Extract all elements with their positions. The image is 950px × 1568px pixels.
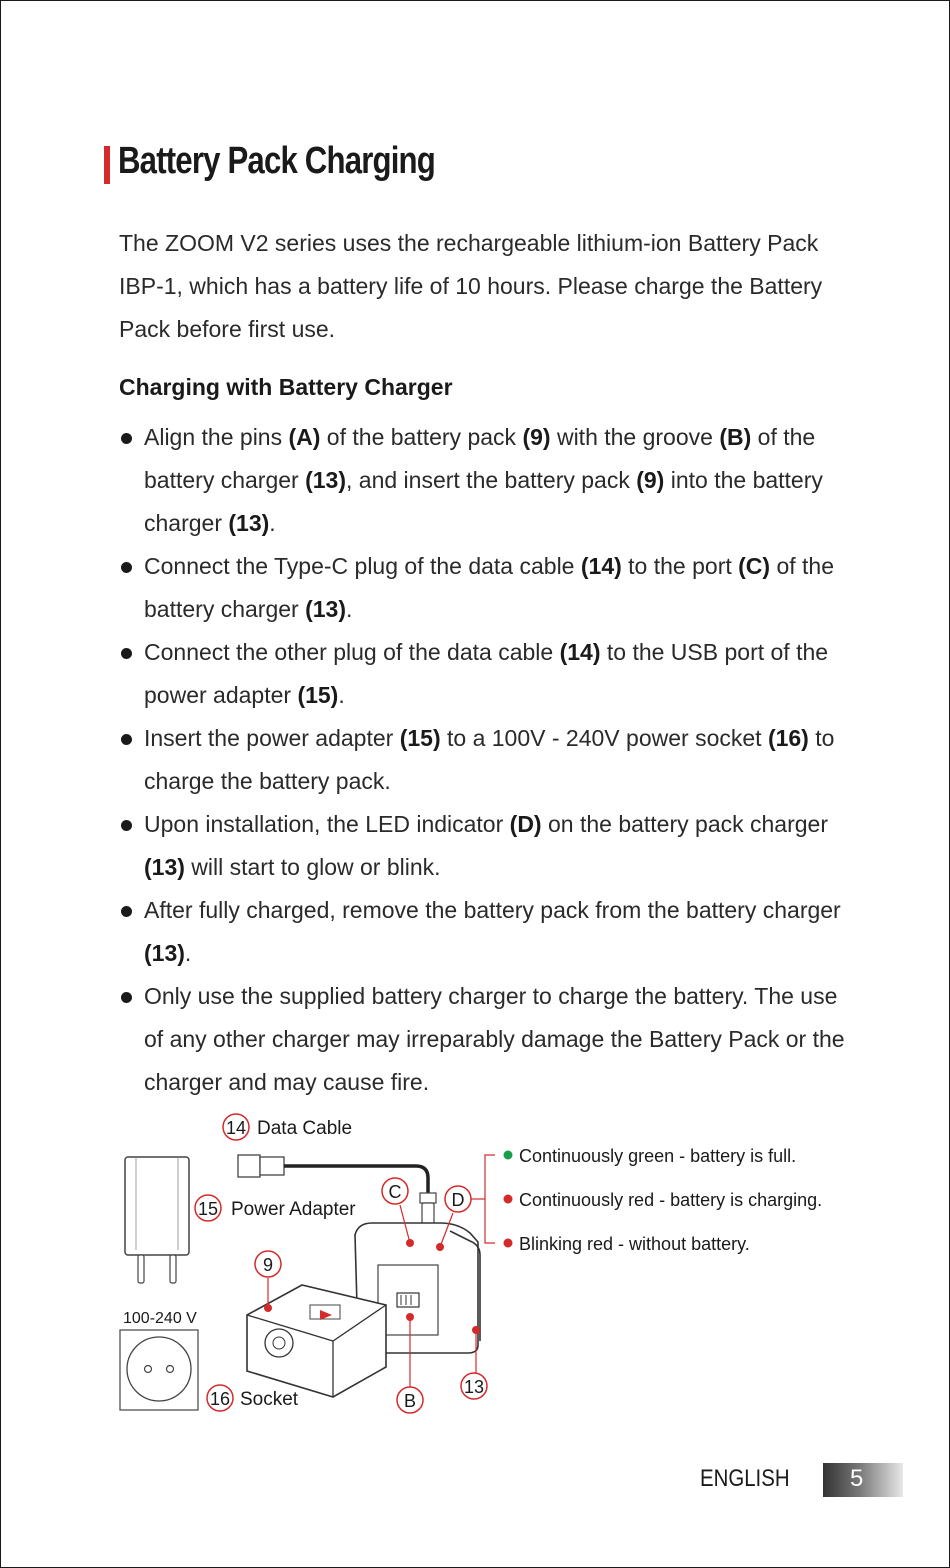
- instruction-text: will start to glow or blink.: [184, 854, 441, 880]
- reference-number: (13): [144, 854, 185, 880]
- instruction-text: Align the pins: [144, 424, 289, 450]
- led-status-dot: [504, 1195, 513, 1204]
- data-cable-callout-number: 14: [225, 1118, 247, 1138]
- instruction-text: .: [338, 682, 345, 708]
- instruction-text: After fully charged, remove the battery pack from the battery charger: [144, 897, 841, 923]
- reference-number: (14): [580, 553, 622, 579]
- reference-number: (13): [144, 940, 185, 966]
- intro-paragraph: The ZOOM V2 series uses the rechargeable lithium-ion Battery Pack IBP-1, which has a battery life of 10 hours. Please charge the Battery Pack before first use.: [119, 230, 823, 342]
- instruction-text: into the battery charger: [144, 467, 823, 536]
- reference-number: (15): [297, 682, 339, 708]
- instruction-list: [118, 416, 858, 1104]
- instruction-item: [118, 889, 858, 975]
- instruction-text: to a 100V - 240V power socket: [440, 725, 768, 751]
- port-c-callout-letter: C: [388, 1182, 402, 1202]
- instruction-text: Connect the Type-C plug of the data cable: [144, 553, 581, 579]
- instruction-item: [118, 975, 858, 1104]
- reference-number: (D): [509, 811, 542, 837]
- led-d-callout-letter: D: [451, 1190, 465, 1210]
- led-status-text: Continuously red - battery is charging.: [519, 1190, 823, 1210]
- instruction-text: Only use the supplied battery charger to charge the battery. The use of any other charger may irreparably damage the Battery Pack or the charger and may cause fire.: [144, 983, 845, 1095]
- power-adapter-label: Power Adapter: [231, 1199, 356, 1220]
- socket-label: Socket: [240, 1389, 299, 1410]
- instruction-text: .: [346, 596, 353, 622]
- instruction-text: to the port: [621, 553, 739, 579]
- power-adapter-callout-number: 15: [197, 1199, 219, 1219]
- led-status-dot: [504, 1151, 513, 1160]
- instruction-text: Insert the power adapter: [144, 725, 400, 751]
- reference-number: (15): [399, 725, 441, 751]
- instruction-text: Connect the other plug of the data cable: [144, 639, 560, 665]
- charging-diagram: [110, 1105, 850, 1425]
- reference-number: (9): [522, 424, 551, 450]
- reference-number: (13): [305, 596, 346, 622]
- instruction-text: , and insert the battery pack: [346, 467, 637, 493]
- charger-callout-number: 13: [463, 1377, 485, 1397]
- instruction-text: .: [184, 940, 192, 966]
- led-status-text: Continuously green - battery is full.: [519, 1146, 797, 1166]
- instruction-item: [118, 803, 858, 889]
- instruction-text: to charge the battery pack.: [144, 725, 835, 794]
- socket-callout-number: 16: [209, 1389, 231, 1409]
- instruction-text: of the battery pack: [320, 424, 523, 450]
- power-adapter-illustration: [125, 1157, 189, 1283]
- instruction-text: .: [269, 510, 276, 536]
- instruction-item: [118, 545, 858, 631]
- instruction-text: with the groove: [550, 424, 720, 450]
- instruction-item: [118, 416, 858, 545]
- reference-number: (9): [636, 467, 665, 493]
- reference-number: (C): [738, 553, 771, 579]
- reference-number: (14): [559, 639, 601, 665]
- led-status-text: Blinking red - without battery.: [519, 1234, 750, 1254]
- reference-number: (13): [228, 510, 270, 536]
- instruction-text: on the battery pack charger: [541, 811, 828, 837]
- instruction-text: to the USB port of the power adapter: [144, 639, 829, 708]
- power-socket-illustration: [120, 1330, 198, 1410]
- instruction-text: Upon installation, the LED indicator: [144, 811, 510, 837]
- led-state-legend: [504, 1146, 823, 1254]
- led-status-dot: [504, 1239, 513, 1248]
- instruction-text: of the battery charger: [144, 424, 816, 493]
- reference-number: (B): [719, 424, 752, 450]
- footer-language: ENGLISH: [700, 1465, 790, 1492]
- page-number: 5: [850, 1465, 864, 1492]
- instruction-item: [118, 631, 858, 717]
- groove-b-callout-letter: B: [403, 1391, 417, 1411]
- voltage-label: 100-240 V: [123, 1310, 197, 1327]
- data-cable-label: Data Cable: [257, 1118, 353, 1139]
- page-title: Battery Pack Charging: [118, 140, 435, 182]
- instruction-item: [118, 717, 858, 803]
- instruction-text: of the battery charger: [144, 553, 835, 622]
- title-accent-bar: [104, 146, 110, 184]
- reference-number: (A): [288, 424, 321, 450]
- reference-number: (13): [305, 467, 346, 493]
- reference-number: (16): [767, 725, 809, 751]
- battery-callout-number: 9: [262, 1255, 274, 1275]
- section-subheading: Charging with Battery Charger: [119, 374, 453, 400]
